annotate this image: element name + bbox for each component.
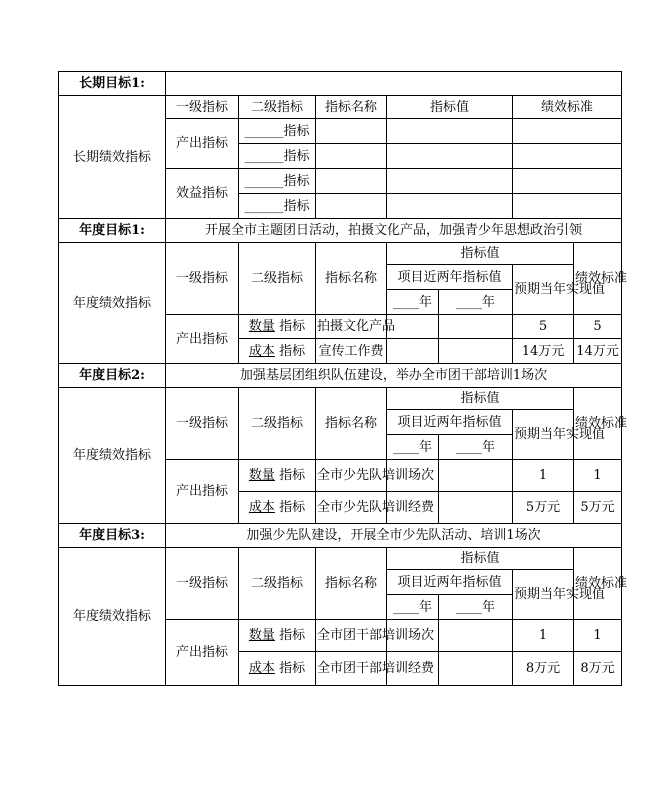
empty-cell bbox=[316, 119, 387, 144]
empty-cell bbox=[513, 194, 622, 219]
header-index-name: 指标名称 bbox=[316, 388, 387, 460]
level2-type: 数量 bbox=[248, 468, 275, 483]
empty-cell bbox=[387, 119, 513, 144]
annual-header-row bbox=[59, 388, 622, 410]
annual-output-label: 产出指标 bbox=[166, 620, 239, 686]
header-index-value: 指标值 bbox=[387, 548, 574, 570]
expected-value: 1 bbox=[513, 460, 574, 492]
level2-suffix: 指标 bbox=[279, 628, 306, 643]
empty-cell bbox=[316, 144, 387, 169]
header-index-value: 指标值 bbox=[387, 243, 574, 265]
level2-cell bbox=[239, 460, 316, 492]
empty-cell bbox=[387, 144, 513, 169]
long-term-header-row bbox=[59, 96, 622, 119]
header-standard: 绩效标准 bbox=[574, 388, 622, 460]
annual-goal-row bbox=[59, 364, 622, 388]
level2-cell bbox=[239, 652, 316, 686]
header-index-name: 指标名称 bbox=[316, 548, 387, 620]
header-level2: 二级指标 bbox=[239, 388, 316, 460]
empty-cell bbox=[387, 169, 513, 194]
year-1-cell: ____年 bbox=[387, 435, 439, 460]
level2-type: 成本 bbox=[248, 500, 275, 515]
empty-cell bbox=[439, 315, 513, 339]
long-term-level2-cell: ______指标 bbox=[239, 119, 316, 144]
empty-cell bbox=[316, 194, 387, 219]
annual-goal-label: 年度目标1: bbox=[59, 219, 166, 243]
index-name-cell: 拍摄文化产品 bbox=[316, 315, 387, 339]
header-level1: 一级指标 bbox=[166, 548, 239, 620]
header-recent-years: 项目近两年指标值 bbox=[387, 410, 513, 435]
level2-suffix: 指标 bbox=[279, 319, 306, 334]
expected-value: 5万元 bbox=[513, 492, 574, 524]
long-term-goal-row bbox=[59, 72, 622, 96]
long-term-level2-cell: ______指标 bbox=[239, 169, 316, 194]
header-index-name: 指标名称 bbox=[316, 96, 387, 119]
annual-goal-row bbox=[59, 219, 622, 243]
index-name-cell: 全市团干部培训经费 bbox=[316, 652, 387, 686]
level2-suffix: 指标 bbox=[279, 468, 306, 483]
empty-cell bbox=[439, 492, 513, 524]
header-standard: 绩效标准 bbox=[513, 96, 622, 119]
header-index-value: 指标值 bbox=[387, 388, 574, 410]
long-term-output-label: 产出指标 bbox=[166, 119, 239, 169]
index-name-cell: 全市团干部培训场次 bbox=[316, 620, 387, 652]
empty-cell bbox=[387, 339, 439, 364]
header-recent-years: 项目近两年指标值 bbox=[387, 570, 513, 595]
annual-section-label: 年度绩效指标 bbox=[59, 548, 166, 686]
empty-cell bbox=[439, 652, 513, 686]
performance-indicator-table bbox=[58, 71, 628, 686]
annual-section-label: 年度绩效指标 bbox=[59, 388, 166, 524]
empty-cell bbox=[439, 620, 513, 652]
header-standard: 绩效标准 bbox=[574, 243, 622, 315]
long-term-benefit-label: 效益指标 bbox=[166, 169, 239, 219]
standard-value: 1 bbox=[574, 460, 622, 492]
empty-cell bbox=[387, 194, 513, 219]
long-term-level2-cell: ______指标 bbox=[239, 194, 316, 219]
annual-goal-text: 加强基层团组织队伍建设，举办全市团干部培训1场次 bbox=[166, 364, 622, 388]
long-term-section-label: 长期绩效指标 bbox=[59, 96, 166, 219]
annual-header-row bbox=[59, 548, 622, 570]
annual-goal-text: 加强少先队建设，开展全市少先队活动、培训1场次 bbox=[166, 524, 622, 548]
header-level1: 一级指标 bbox=[166, 388, 239, 460]
expected-value: 14万元 bbox=[513, 339, 574, 364]
year-1-cell: ____年 bbox=[387, 595, 439, 620]
header-index-name: 指标名称 bbox=[316, 243, 387, 315]
header-level2: 二级指标 bbox=[239, 96, 316, 119]
level2-type: 成本 bbox=[248, 661, 275, 676]
level2-cell bbox=[239, 620, 316, 652]
empty-cell bbox=[513, 119, 622, 144]
standard-value: 5 bbox=[574, 315, 622, 339]
long-term-goal-text bbox=[166, 72, 622, 96]
level2-cell bbox=[239, 492, 316, 524]
expected-value: 1 bbox=[513, 620, 574, 652]
long-term-level2-cell: ______指标 bbox=[239, 144, 316, 169]
annual-goal-label: 年度目标3: bbox=[59, 524, 166, 548]
header-standard: 绩效标准 bbox=[574, 548, 622, 620]
annual-goal-row bbox=[59, 524, 622, 548]
index-name-cell: 全市少先队培训经费 bbox=[316, 492, 387, 524]
annual-header-row bbox=[59, 243, 622, 265]
header-level1: 一级指标 bbox=[166, 243, 239, 315]
annual-goal-text: 开展全市主题团日活动，拍摄文化产品，加强青少年思想政治引领 bbox=[166, 219, 622, 243]
year-1-cell: ____年 bbox=[387, 290, 439, 315]
standard-value: 5万元 bbox=[574, 492, 622, 524]
standard-value: 14万元 bbox=[574, 339, 622, 364]
level2-cell bbox=[239, 339, 316, 364]
header-expected: 预期当年实现值 bbox=[513, 570, 574, 620]
header-level1: 一级指标 bbox=[166, 96, 239, 119]
level2-cell bbox=[239, 315, 316, 339]
header-expected: 预期当年实现值 bbox=[513, 410, 574, 460]
empty-cell bbox=[439, 339, 513, 364]
expected-value: 5 bbox=[513, 315, 574, 339]
standard-value: 8万元 bbox=[574, 652, 622, 686]
index-name-cell: 宣传工作费 bbox=[316, 339, 387, 364]
empty-cell bbox=[513, 169, 622, 194]
long-term-goal-label: 长期目标1: bbox=[59, 72, 166, 96]
header-level2: 二级指标 bbox=[239, 548, 316, 620]
year-2-cell: ____年 bbox=[439, 595, 513, 620]
year-2-cell: ____年 bbox=[439, 290, 513, 315]
annual-output-label: 产出指标 bbox=[166, 315, 239, 364]
header-level2: 二级指标 bbox=[239, 243, 316, 315]
header-expected: 预期当年实现值 bbox=[513, 265, 574, 315]
empty-cell bbox=[316, 169, 387, 194]
index-name-cell: 全市少先队培训场次 bbox=[316, 460, 387, 492]
empty-cell bbox=[439, 460, 513, 492]
level2-suffix: 指标 bbox=[279, 500, 306, 515]
standard-value: 1 bbox=[574, 620, 622, 652]
level2-suffix: 指标 bbox=[279, 343, 306, 359]
header-index-value: 指标值 bbox=[387, 96, 513, 119]
annual-section-label: 年度绩效指标 bbox=[59, 243, 166, 364]
level2-type: 数量 bbox=[248, 319, 275, 334]
level2-type: 成本 bbox=[248, 343, 275, 359]
year-2-cell: ____年 bbox=[439, 435, 513, 460]
header-recent-years: 项目近两年指标值 bbox=[387, 265, 513, 290]
annual-goal-label: 年度目标2: bbox=[59, 364, 166, 388]
annual-output-label: 产出指标 bbox=[166, 460, 239, 524]
level2-type: 数量 bbox=[248, 628, 275, 643]
expected-value: 8万元 bbox=[513, 652, 574, 686]
level2-suffix: 指标 bbox=[279, 661, 306, 676]
empty-cell bbox=[513, 144, 622, 169]
